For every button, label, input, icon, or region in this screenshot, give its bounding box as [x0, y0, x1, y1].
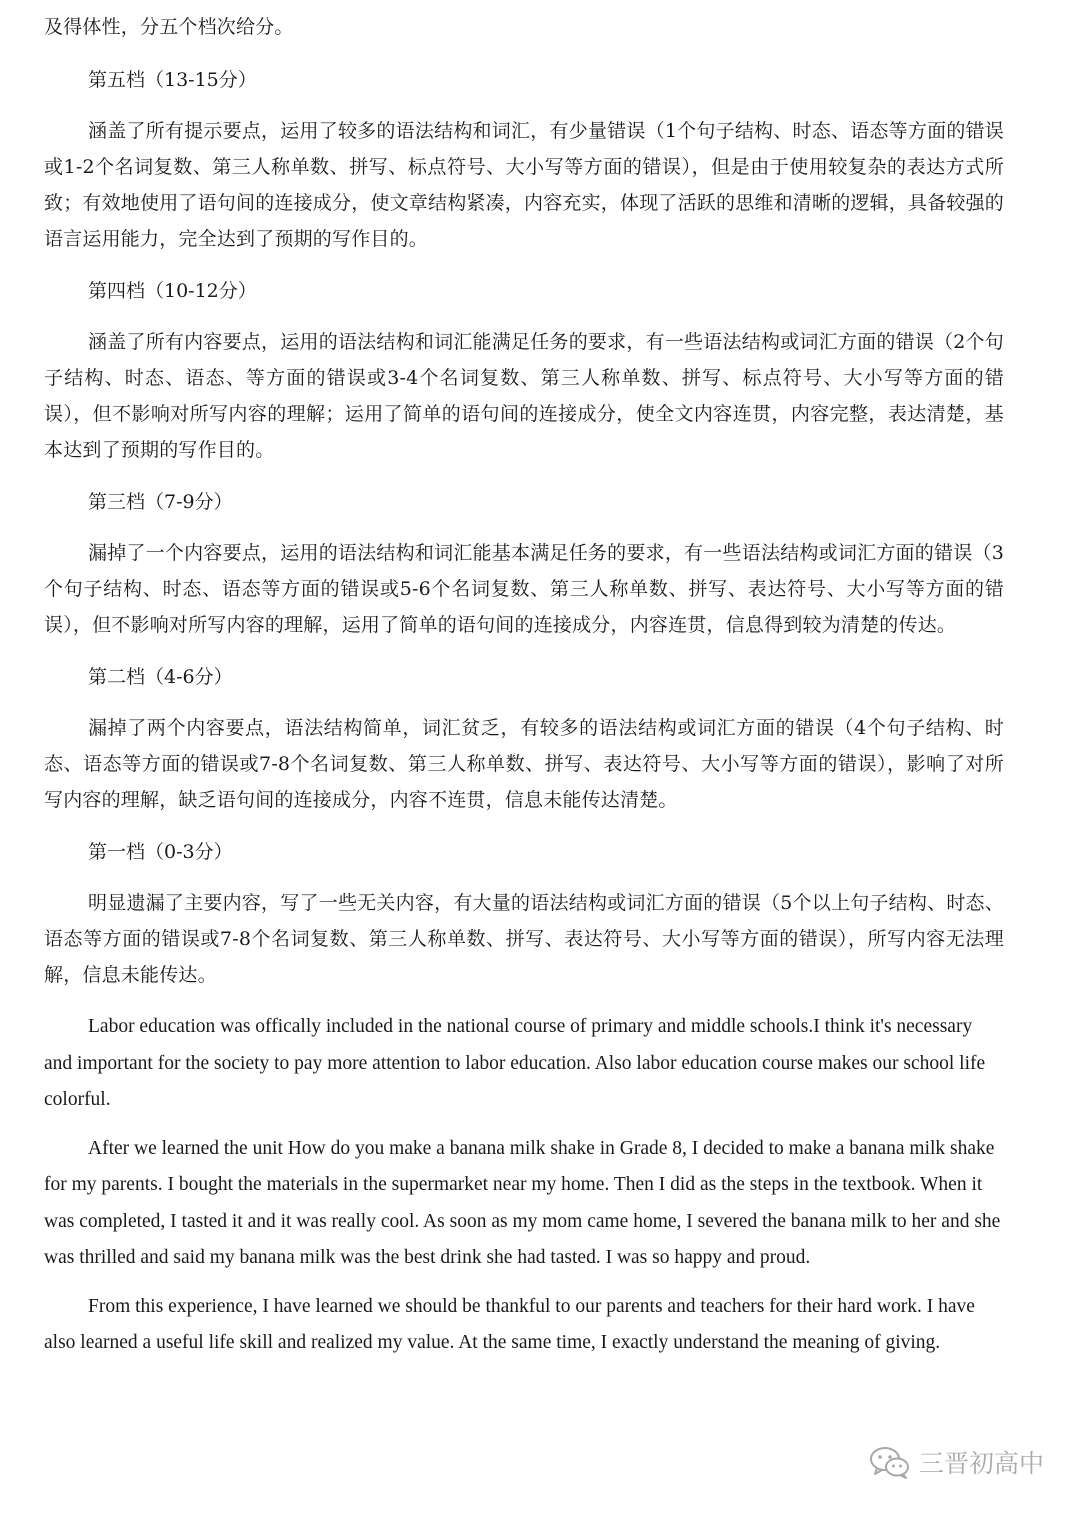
sample-essay [44, 1009, 1004, 1362]
level-4-desc: 涵盖了所有内容要点，运用的语法结构和词汇能满足任务的要求，有一些语法结构或词汇方面的错误（2个句子结构、时态、语态、等方面的错误或3-4个名词复数、第三人称单数、拼写、标点符号、大小写等方面的错误），但不影响对所写内容的理解；运用了简单的语句间的连接成分，使全文内容连贯，内容完整，表达清楚，基本达到了预期的写作目的。 [44, 331, 1004, 461]
essay-paragraph-2: After we learned the unit How do you make a banana milk shake in Grade 8, I decided to make a banana milk shake for my parents. I bought the materials in the supermarket near my home. Then I did as the steps in the textbook. When it was completed, I tasted it and it was really cool. As soon as my mom came home, I severed the banana milk to her and she was thrilled and said my banana milk was the best drink she had tasted. I was so happy and proud. [44, 1137, 1001, 1268]
level-2-desc: 漏掉了两个内容要点，语法结构简单，词汇贫乏，有较多的语法结构或词汇方面的错误（4个句子结构、时态、语态等方面的错误或7-8个名词复数、第三人称单数、拼写、表达符号、大小写等方面的错误），影响了对所写内容的理解，缺乏语句间的连接成分，内容不连贯，信息未能传达清楚。 [44, 717, 1004, 811]
level-4-title: 第四档（10-12分） [88, 280, 257, 302]
level-3-desc: 漏掉了一个内容要点，运用的语法结构和词汇能基本满足任务的要求，有一些语法结构或词汇方面的错误（3个句子结构、时态、语态等方面的错误或5-6个名词复数、第三人称单数、拼写、表达符号、大小写等方面的错误），但不影响对所写内容的理解，运用了简单的语句间的连接成分，内容连贯，信息得到较为清楚的传达。 [44, 542, 1004, 636]
level-2-title: 第二档（4-6分） [88, 666, 233, 688]
level-1-title: 第一档（0-3分） [88, 841, 233, 863]
level-3-section [44, 484, 1004, 643]
level-2-section [44, 659, 1004, 818]
level-5-desc: 涵盖了所有提示要点，运用了较多的语法结构和词汇，有少量错误（1个句子结构、时态、语态等方面的错误或1-2个名词复数、第三人称单数、拼写、标点符号、大小写等方面的错误），但是由于使用较复杂的表达方式所致；有效地使用了语句间的连接成分，使文章结构紧凑，内容充实，体现了活跃的思维和清晰的逻辑，具备较强的语言运用能力，完全达到了预期的写作目的。 [44, 120, 1005, 250]
watermark [869, 1444, 1044, 1480]
level-4-section [44, 273, 1004, 468]
document-page [44, 0, 1004, 1362]
level-5-section [44, 62, 1004, 257]
level-5-title: 第五档（13-15分） [88, 69, 257, 91]
essay-paragraph-3: From this experience, I have learned we should be thankful to our parents and teachers for their hard work. I have also learned a useful life skill and realized my value. At the same time, I exactly understand the meaning of giving. [44, 1295, 975, 1353]
level-3-title: 第三档（7-9分） [88, 491, 233, 513]
intro-line: 及得体性，分五个档次给分。 [44, 16, 294, 38]
wechat-icon [869, 1445, 911, 1479]
watermark-text: 三晋初高中 [918, 1449, 1044, 1478]
essay-paragraph-1: Labor education was offically included in the national course of primary and middle schools.I think it's necessary and important for the society to pay more attention to labor education. Also labor education course makes our school life colorful. [44, 1016, 986, 1110]
level-1-desc: 明显遗漏了主要内容，写了一些无关内容，有大量的语法结构或词汇方面的错误（5个以上句子结构、时态、语态等方面的错误或7-8个名词复数、第三人称单数、拼写、表达符号、大小写等方面的错误），所写内容无法理解，信息未能传达。 [44, 892, 1004, 986]
level-1-section [44, 834, 1004, 993]
